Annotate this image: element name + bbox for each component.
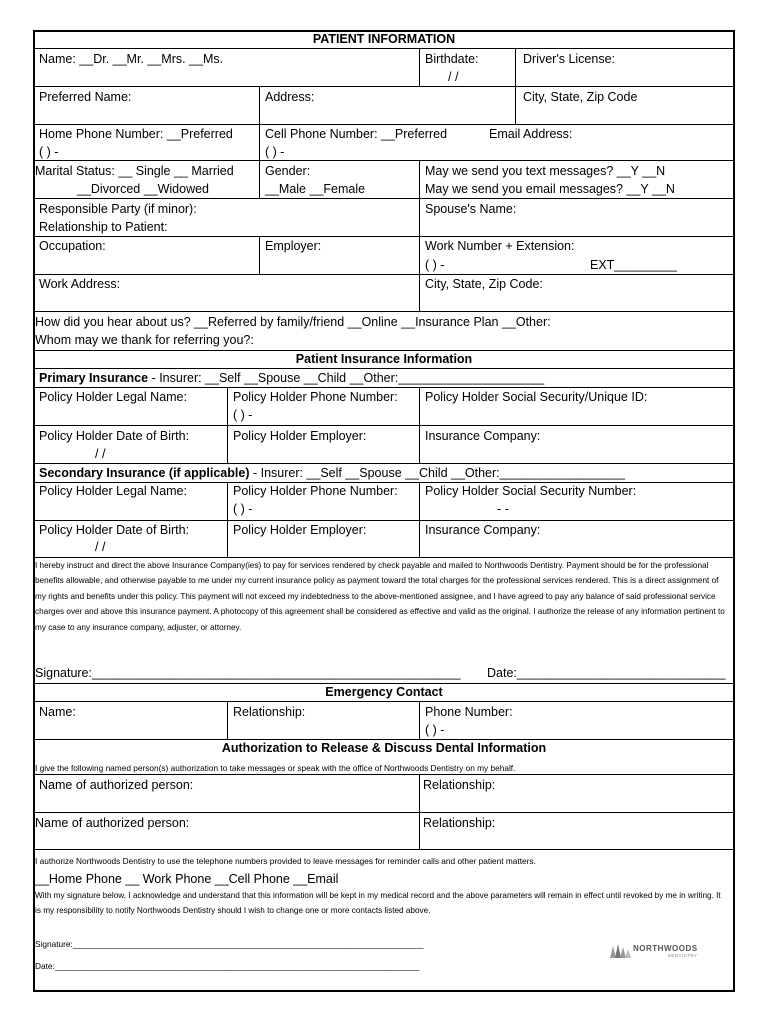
authorized-person-2-field[interactable]: Name of authorized person: [35,816,190,830]
secondary-ssn-format: - - [497,502,509,516]
city-state-zip-field[interactable]: City, State, Zip Code [523,90,638,104]
primary-holder-name-field[interactable]: Policy Holder Legal Name: [39,390,187,404]
referrer-name-field[interactable]: Whom may we thank for referring you?: [35,333,254,347]
logo-name: NORTHWOODS [633,944,698,953]
marital-status-options[interactable]: __Divorced __Widowed [77,182,210,196]
secondary-insurance-company-field[interactable]: Insurance Company: [425,523,541,537]
secondary-holder-phone-format: ( ) - [233,502,253,516]
release-date-field[interactable]: Date:_______________________________________________________________________________ [35,961,420,971]
primary-holder-phone-field[interactable]: Policy Holder Phone Number: [233,390,398,404]
gender-field[interactable]: Gender: [265,164,311,178]
email-field[interactable]: Email Address: [489,127,573,141]
work-number-format: ( ) - [425,258,445,272]
patient-form [33,30,735,992]
marital-status-field[interactable]: Marital Status: __ Single __ Married [35,164,234,178]
emergency-phone-format: ( ) - [425,723,445,737]
secondary-holder-employer-field[interactable]: Policy Holder Employer: [233,523,367,537]
insurance-section-title: Patient Insurance Information [295,352,473,366]
secondary-holder-phone-field[interactable]: Policy Holder Phone Number: [233,484,398,498]
release-section-title: Authorization to Release & Discuss Dental Information [221,741,547,755]
contact-method-options[interactable]: __Home Phone __ Work Phone __Cell Phone __Email [35,872,339,886]
occupation-field[interactable]: Occupation: [39,239,106,253]
primary-insurer-options: - Insurer: __Self __Spouse __Child __Other:_____________________ [148,371,545,385]
email-messages-consent[interactable]: May we send you email messages? __Y __N [425,182,675,196]
primary-holder-employer-field[interactable]: Policy Holder Employer: [233,429,367,443]
emergency-relationship-field[interactable]: Relationship: [233,705,306,719]
tree-logo-icon [607,944,631,958]
referral-source-field[interactable]: How did you hear about us? __Referred by family/friend __Online __Insurance Plan __Other: [35,315,551,329]
emergency-name-field[interactable]: Name: [39,705,76,719]
phone-authorization-text: I authorize Northwoods Dentistry to use the telephone numbers provided to leave messages for reminder calls and other patient matters. [35,856,536,866]
emergency-section-title: Emergency Contact [325,685,443,699]
primary-holder-ssn-field[interactable]: Policy Holder Social Security/Unique ID: [425,390,648,404]
release-intro-text: I give the following named person(s) authorization to take messages or speak with the office of Northwoods Dentistry on my behalf. [35,763,516,773]
authorized-person-1-field[interactable]: Name of authorized person: [39,778,194,792]
address-field[interactable]: Address: [265,90,315,104]
form-title: PATIENT INFORMATION [312,32,456,46]
primary-dob-slashes: / / [95,447,106,461]
insurance-authorization-text: I hereby instruct and direct the above Insurance Company(ies) to pay for services rendered by check payable and mailed to Northwoods Dentistry. Payment should be for the professional benefits allowable, and otherwise payable to me under my current insurance policy as payment toward the total charges for the professional services rendered. This is a direct assignment of my rights and benefits under this policy. This payment will not exceed my indebtedness to the above-mentioned assignee, and I have agreed to pay any balance of said professional service charges over and above this insurance payment. A photocopy of this agreement shall be considered as effective and valid as the original. I authorize the release of any information pertinent to my case to any insurance company, adjuster, or attorney. [35,561,725,632]
secondary-holder-name-field[interactable]: Policy Holder Legal Name: [39,484,187,498]
cell-phone-format: ( ) - [265,145,285,159]
birthdate-slashes: / / [448,70,459,84]
work-number-field[interactable]: Work Number + Extension: [425,239,575,253]
acknowledge-text: With my signature below, I acknowledge and understand that this information will be kept in my medical record and the above parameters will remain in effect until revoked by me in writing. It is my responsibility to notify Northwoods Dentistry should I wish to change one or more contacts listed above. [35,891,721,916]
insurance-signature-field[interactable]: Signature:_____________________________________________________ [35,666,461,680]
birthdate-field[interactable]: Birthdate: [425,52,479,66]
name-field[interactable]: Name: __Dr. __Mr. __Mrs. __Ms. [39,52,224,66]
relationship-to-patient-field[interactable]: Relationship to Patient: [39,220,168,234]
home-phone-field[interactable]: Home Phone Number: __Preferred [39,127,233,141]
primary-insurance-row[interactable] [39,371,544,386]
preferred-name-field[interactable]: Preferred Name: [39,90,132,104]
authorized-relationship-2-field[interactable]: Relationship: [423,816,496,830]
secondary-holder-dob-field[interactable]: Policy Holder Date of Birth: [39,523,190,537]
home-phone-format: ( ) - [39,145,59,159]
employer-field[interactable]: Employer: [265,239,322,253]
text-messages-consent[interactable]: May we send you text messages? __Y __N [425,164,666,178]
responsible-party-field[interactable]: Responsible Party (if minor): [39,202,197,216]
primary-holder-dob-field[interactable]: Policy Holder Date of Birth: [39,429,190,443]
work-extension-field[interactable]: EXT_________ [590,258,677,272]
northwoods-logo [607,944,698,958]
secondary-dob-slashes: / / [95,540,106,554]
insurance-date-field[interactable]: Date:______________________________ [487,666,726,680]
primary-insurance-label: Primary Insurance [39,371,149,385]
primary-holder-phone-format: ( ) - [233,408,253,422]
logo-subtitle: DENTISTRY [667,953,698,958]
work-city-field[interactable]: City, State, Zip Code: [425,277,543,291]
emergency-phone-field[interactable]: Phone Number: [425,705,513,719]
primary-insurance-company-field[interactable]: Insurance Company: [425,429,541,443]
secondary-insurance-row[interactable] [39,466,625,481]
gender-options[interactable]: __Male __Female [265,182,366,196]
spouse-name-field[interactable]: Spouse's Name: [425,202,517,216]
work-address-field[interactable]: Work Address: [39,277,121,291]
secondary-holder-ssn-field[interactable]: Policy Holder Social Security Number: [425,484,637,498]
secondary-insurer-options: - Insurer: __Self __Spouse __Child __Other:__________________ [249,466,625,480]
authorized-relationship-1-field[interactable]: Relationship: [423,778,496,792]
cell-phone-field[interactable]: Cell Phone Number: __Preferred [265,127,448,141]
drivers-license-field[interactable]: Driver's License: [523,52,615,66]
release-signature-field[interactable]: Signature:____________________________________________________________________________ [35,939,424,949]
secondary-insurance-label: Secondary Insurance (if applicable) [39,466,250,480]
